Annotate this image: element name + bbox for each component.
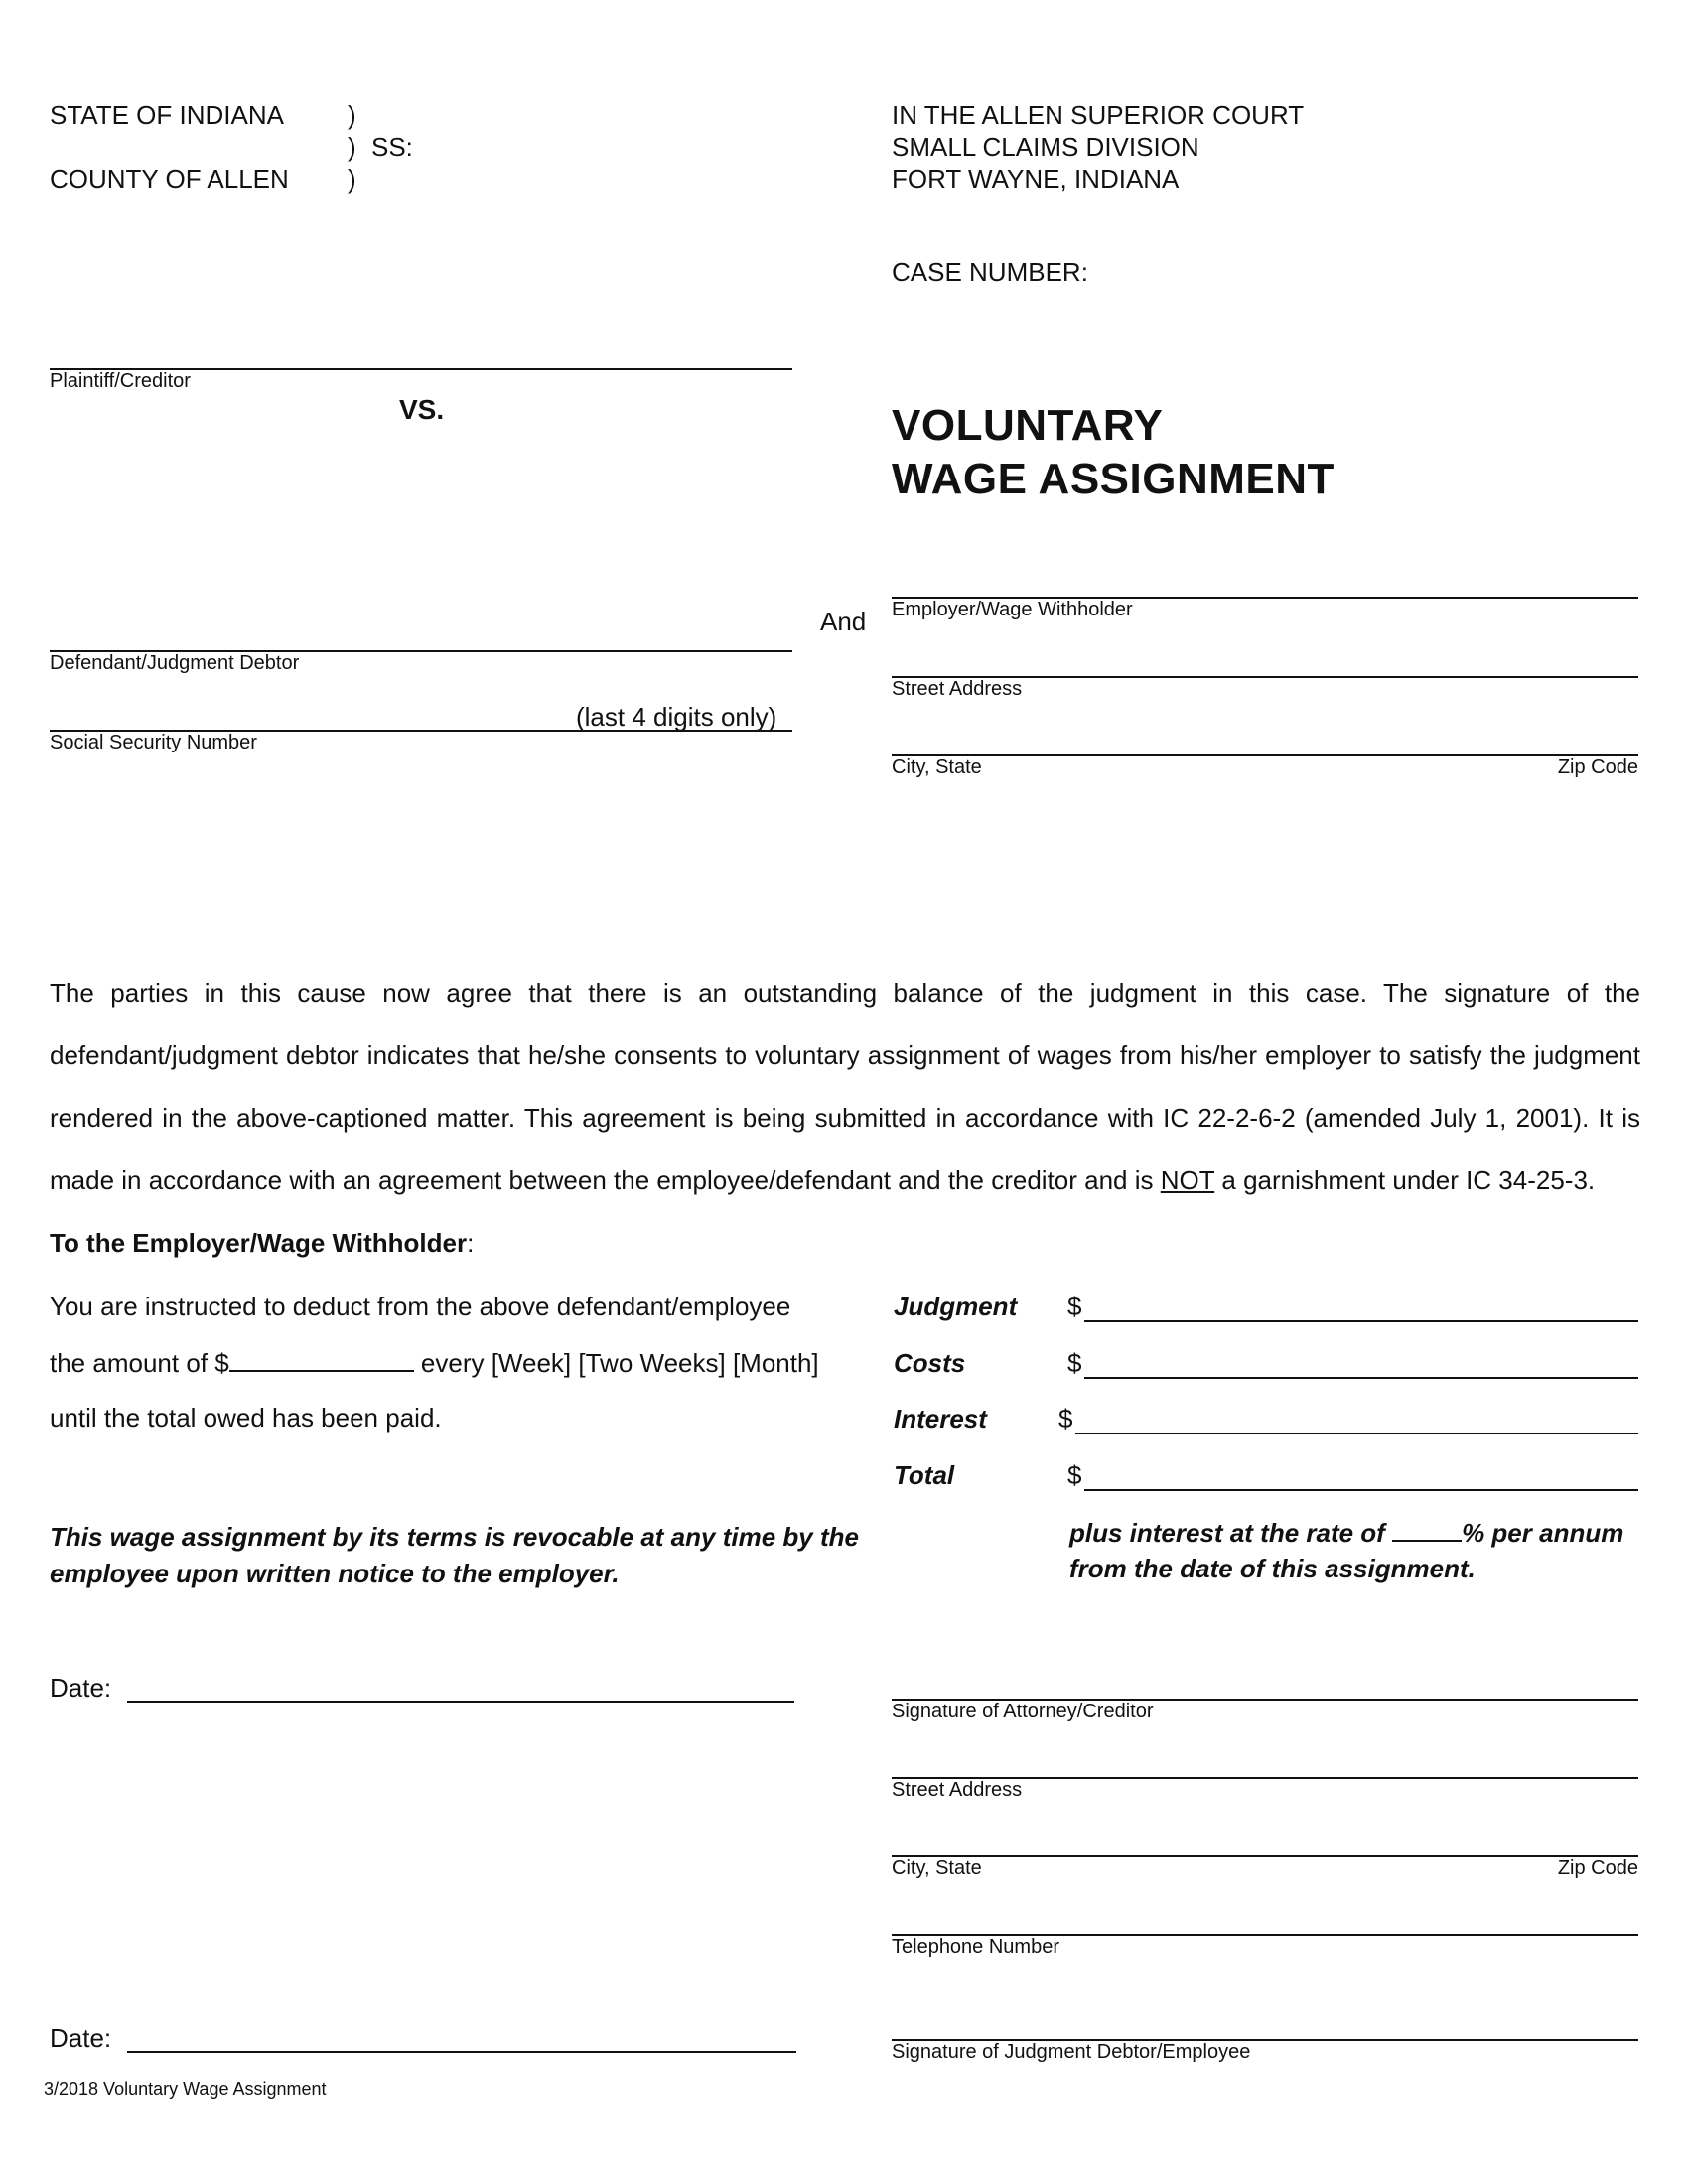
interest-rate-line: plus interest at the rate of % per annum xyxy=(1069,1518,1624,1548)
revocable-notice: This wage assignment by its terms is revocable at any time by the employee upon written notice to the employer. xyxy=(50,1522,859,1588)
interest-label: Interest xyxy=(894,1404,987,1433)
ss-label: SS: xyxy=(371,132,413,162)
dollar-sign: $ xyxy=(1067,1348,1082,1378)
plaintiff-label: Plaintiff/Creditor xyxy=(50,370,191,392)
form-footer: 3/2018 Voluntary Wage Assignment xyxy=(44,2079,327,2099)
ssn-hint: (last 4 digits only) xyxy=(576,702,777,732)
employer-zip-label: Zip Code xyxy=(1557,756,1638,778)
caption-paren: ) xyxy=(348,164,356,194)
attorney-zip-label: Zip Code xyxy=(1557,1857,1638,1879)
caption-paren: ) xyxy=(348,100,356,130)
date-field[interactable] xyxy=(127,1701,794,1703)
not-emphasis: NOT xyxy=(1160,1165,1215,1195)
form-title-line2: WAGE ASSIGNMENT xyxy=(892,455,1335,503)
total-label: Total xyxy=(894,1460,955,1490)
agreement-paragraph: The parties in this cause now agree that there is an outstanding balance of the judgment in this case. The signature of the defendant/judgment debtor indicates that he/she consents to voluntary assignment of wages from his/her employer to satisfy the judgment rendered in the above-captioned matter. This agreement is being submitted in accordance with IC 22-2-6-2 (amended July 1, 2001). It is made in accordance with an agreement between the employee/defendant and the creditor and is NOT a garnishment under IC 34-25-3. xyxy=(50,978,1640,1195)
employer-street-label: Street Address xyxy=(892,678,1023,700)
court-name: IN THE ALLEN SUPERIOR COURT xyxy=(892,100,1305,130)
interest-rate-line2: from the date of this assignment. xyxy=(1069,1554,1476,1583)
attorney-signature-label: Signature of Attorney/Creditor xyxy=(892,1701,1154,1722)
employer-label: Employer/Wage Withholder xyxy=(892,599,1133,620)
instruction-line3: until the total owed has been paid. xyxy=(50,1403,442,1433)
interest-amount-field[interactable] xyxy=(1075,1433,1638,1434)
court-location: FORT WAYNE, INDIANA xyxy=(892,164,1180,194)
and-label: And xyxy=(820,607,867,636)
employer-heading: To the Employer/Wage Withholder: xyxy=(50,1228,475,1258)
dollar-sign: $ xyxy=(1067,1292,1082,1321)
date-label: Date: xyxy=(50,1673,112,1703)
judgment-amount-field[interactable] xyxy=(1084,1320,1638,1322)
interest-rate-field[interactable] xyxy=(1392,1516,1462,1542)
debtor-signature-label: Signature of Judgment Debtor/Employee xyxy=(892,2041,1251,2063)
attorney-street-label: Street Address xyxy=(892,1779,1023,1801)
judgment-label: Judgment xyxy=(894,1292,1018,1321)
attorney-city-label: City, State xyxy=(892,1857,982,1879)
total-amount-field[interactable] xyxy=(1084,1489,1638,1491)
form-title-line1: VOLUNTARY xyxy=(892,401,1164,450)
instruction-line1: You are instructed to deduct from the above defendant/employee xyxy=(50,1292,791,1321)
date-label: Date: xyxy=(50,2023,112,2053)
ssn-label: Social Security Number xyxy=(50,732,257,753)
date-field[interactable] xyxy=(127,2051,796,2053)
employer-city-line[interactable] xyxy=(892,754,1638,756)
instruction-line2: the amount of $ every [Week] [Two Weeks] [Month] xyxy=(50,1348,819,1378)
court-division: SMALL CLAIMS DIVISION xyxy=(892,132,1199,162)
attorney-city-line[interactable] xyxy=(892,1855,1638,1857)
dollar-sign: $ xyxy=(1067,1460,1082,1490)
caption-paren: ) xyxy=(348,132,356,162)
costs-label: Costs xyxy=(894,1348,966,1378)
costs-amount-field[interactable] xyxy=(1084,1377,1638,1379)
employer-city-label: City, State xyxy=(892,756,982,778)
vs-label: VS. xyxy=(399,394,445,425)
deduction-amount-field[interactable] xyxy=(229,1346,414,1372)
state-line: STATE OF INDIANA xyxy=(50,100,284,130)
county-line: COUNTY OF ALLEN xyxy=(50,164,289,194)
dollar-sign: $ xyxy=(1058,1404,1073,1433)
telephone-label: Telephone Number xyxy=(892,1936,1059,1958)
defendant-label: Defendant/Judgment Debtor xyxy=(50,652,300,674)
case-number-label: CASE NUMBER: xyxy=(892,257,1088,287)
